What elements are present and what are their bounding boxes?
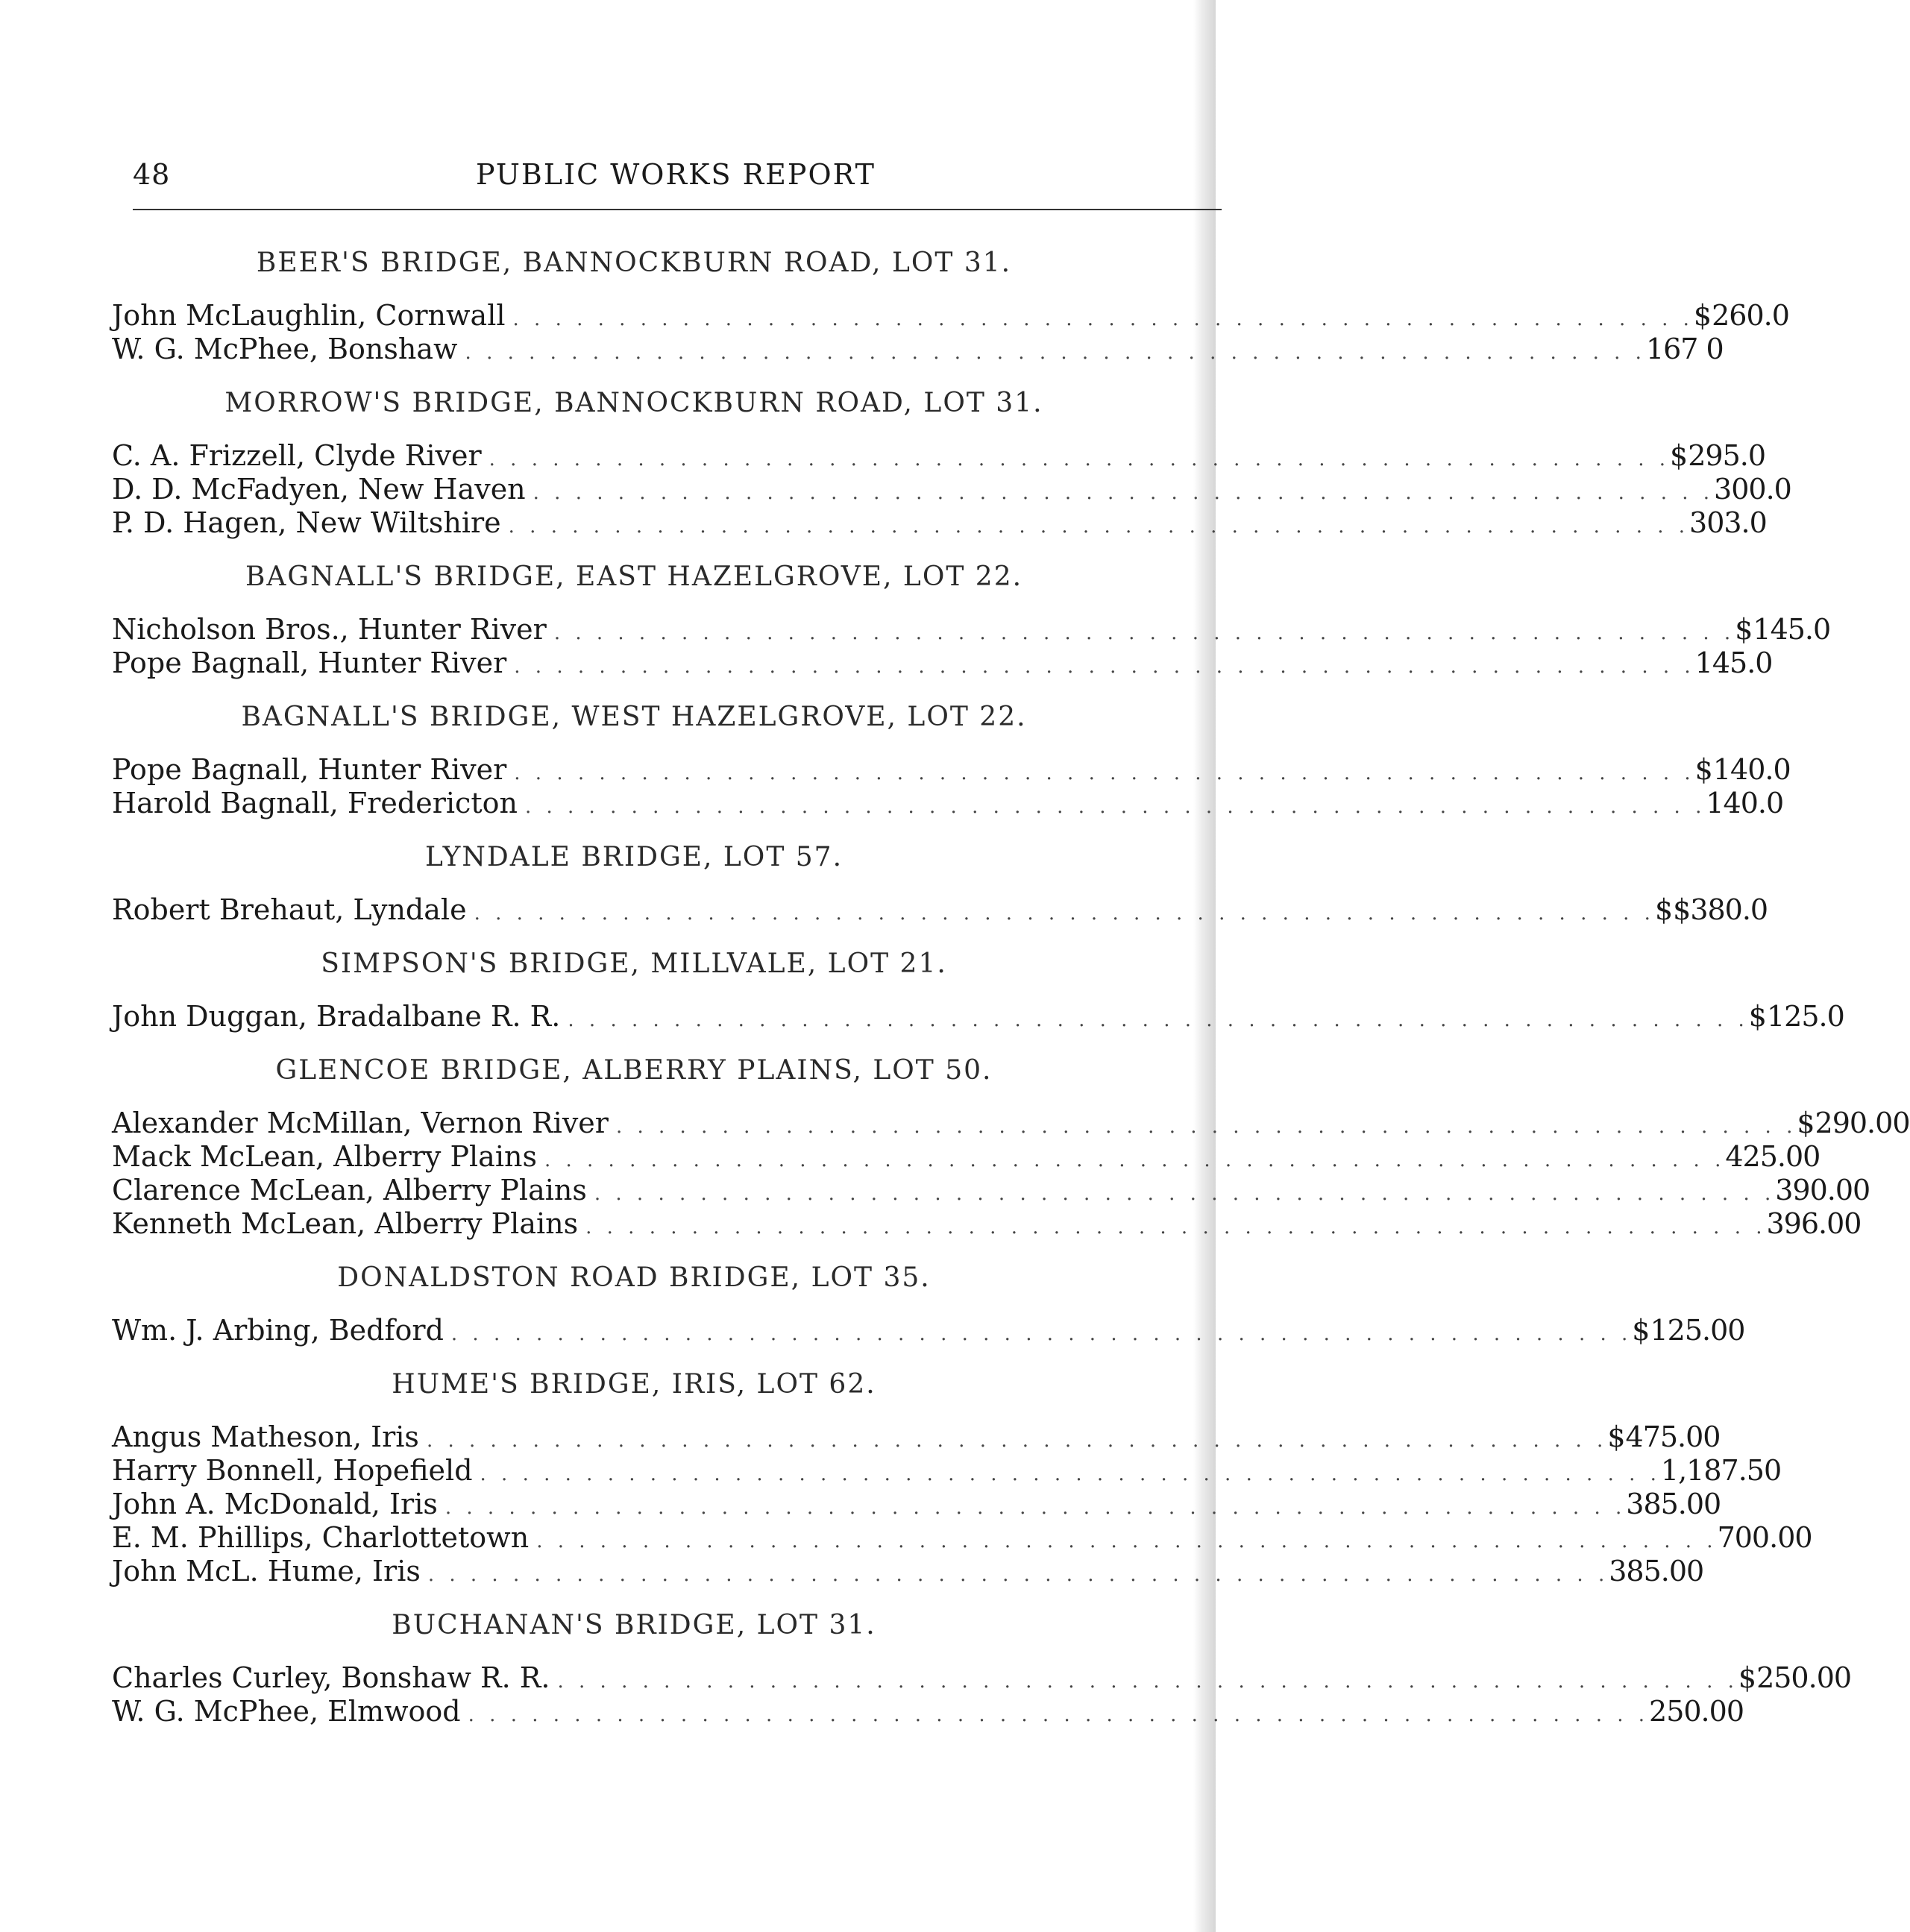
bridge-section	[112, 1364, 1812, 1588]
currency-symbol: $	[1693, 299, 1712, 332]
dot-leader: . . . . . . . . . . . . . . . . . . . . . . . . . . . . . . . . . . . . . . . . . . . . . . . . . . . . . . . .	[444, 1497, 1627, 1519]
amount: 290.00	[1815, 1107, 1910, 1139]
amount: 396.00	[1766, 1207, 1862, 1240]
contractor-entry	[112, 1107, 1910, 1140]
section-title: SIMPSON'S BRIDGE, MILLVALE, LOT 21.	[321, 948, 947, 979]
bridge-section	[112, 242, 1789, 366]
bridge-section	[112, 1257, 1745, 1347]
contractor-name: Wm. J. Arbing, Bedford	[112, 1314, 444, 1347]
amount: 125.00	[1650, 1314, 1745, 1347]
dot-leader: . . . . . . . . . . . . . . . . . . . . . . . . . . . . . . . . . . . . . . . . . . . . . . . . . . . . . . . .	[474, 902, 1655, 925]
page-number: 48	[133, 158, 171, 191]
section-title: BUCHANAN'S BRIDGE, LOT 31.	[392, 1610, 876, 1640]
dot-leader: . . . . . . . . . . . . . . . . . . . . . . . . . . . . . . . . . . . . . . . . . . . . . . . . . . . . . . . .	[508, 515, 1690, 538]
amount: 475.00	[1625, 1420, 1721, 1453]
contractor-name: C. A. Frizzell, Clyde River	[112, 439, 482, 472]
amount: 300.0	[1714, 473, 1791, 506]
contractor-name: Pope Bagnall, Hunter River	[112, 753, 507, 786]
bridge-section	[112, 383, 1791, 540]
amount: 260.0	[1712, 299, 1789, 332]
dot-leader: . . . . . . . . . . . . . . . . . . . . . . . . . . . . . . . . . . . . . . . . . . . . . . . . . . . . . . . .	[465, 342, 1646, 364]
contractor-entry	[112, 613, 1831, 646]
contractor-entry	[112, 1140, 1821, 1174]
contractor-name: Pope Bagnall, Hunter River	[112, 646, 507, 679]
contractor-name: Harry Bonnell, Hopefield	[112, 1454, 473, 1487]
contractor-name: John McL. Hume, Iris	[112, 1555, 421, 1588]
amount: 1,187.50	[1660, 1454, 1782, 1487]
contractor-name: D. D. McFadyen, New Haven	[112, 473, 526, 506]
contractor-entry	[112, 1420, 1721, 1454]
page-header	[133, 158, 1222, 203]
amount: 385.00	[1609, 1555, 1704, 1588]
bridge-section	[112, 696, 1791, 820]
contractor-entry	[112, 1000, 1844, 1033]
bridge-section	[112, 1605, 1852, 1728]
dot-leader: . . . . . . . . . . . . . . . . . . . . . . . . . . . . . . . . . . . . . . . . . . . . . . . . . . . . . . . .	[450, 1323, 1633, 1345]
dot-leader: . . . . . . . . . . . . . . . . . . . . . . . . . . . . . . . . . . . . . . . . . . . . . . . . . . . . . . . .	[514, 762, 1695, 784]
dot-leader: . . . . . . . . . . . . . . . . . . . . . . . . . . . . . . . . . . . . . . . . . . . . . . . . . . . . . . . .	[489, 448, 1671, 471]
currency-symbol: $	[1654, 893, 1674, 926]
amount: 385.00	[1626, 1488, 1721, 1520]
amount: 250.00	[1756, 1661, 1852, 1694]
contractor-entry	[112, 1314, 1745, 1347]
dot-leader: . . . . . . . . . . . . . . . . . . . . . . . . . . . . . . . . . . . . . . . . . . . . . . . . . . . . . . . .	[524, 796, 1706, 818]
dot-leader: . . . . . . . . . . . . . . . . . . . . . . . . . . . . . . . . . . . . . . . . . . . . . . . . . . . . . . . .	[426, 1429, 1608, 1452]
contractor-name: Kenneth McLean, Alberry Plains	[112, 1207, 579, 1240]
contractor-entry	[112, 1695, 1744, 1728]
contractor-name: Alexander McMillan, Vernon River	[112, 1107, 609, 1139]
dot-leader: . . . . . . . . . . . . . . . . . . . . . . . . . . . . . . . . . . . . . . . . . . . . . . . . . . . . . . . .	[568, 1009, 1749, 1031]
amount: 250.00	[1649, 1695, 1744, 1728]
currency-symbol: $	[1670, 439, 1688, 472]
dot-leader: . . . . . . . . . . . . . . . . . . . . . . . . . . . . . . . . . . . . . . . . . . . . . . . . . . . . . . . .	[512, 308, 1694, 330]
amount: 140.0	[1712, 753, 1791, 786]
running-title: PUBLIC WORKS REPORT	[476, 158, 876, 191]
amount: 390.00	[1775, 1174, 1870, 1206]
contractor-name: W. G. McPhee, Bonshaw	[112, 333, 458, 365]
amount: 295.0	[1688, 439, 1766, 472]
contractor-name: Robert Brehaut, Lyndale	[112, 893, 467, 926]
contractor-name: W. G. McPhee, Elmwood	[112, 1695, 461, 1728]
section-title: HUME'S BRIDGE, IRIS, LOT 62.	[392, 1369, 876, 1400]
bridge-contracts-list	[112, 242, 1910, 1745]
dot-leader: . . . . . . . . . . . . . . . . . . . . . . . . . . . . . . . . . . . . . . . . . . . . . . . . . . . . . . . .	[480, 1463, 1661, 1485]
contractor-name: John McLaughlin, Cornwall	[112, 299, 506, 332]
contractor-entry	[112, 473, 1791, 506]
bridge-section	[112, 1050, 1910, 1241]
currency-symbol: $	[1694, 753, 1713, 786]
amount: 303.0	[1689, 506, 1767, 539]
bridge-section	[112, 556, 1831, 680]
dot-leader: . . . . . . . . . . . . . . . . . . . . . . . . . . . . . . . . . . . . . . . . . . . . . . . . . . . . . . . .	[557, 1670, 1738, 1693]
contractor-entry	[112, 1174, 1870, 1207]
contractor-name: John A. McDonald, Iris	[112, 1488, 438, 1520]
contractor-name: Nicholson Bros., Hunter River	[112, 613, 547, 646]
amount: 145.0	[1753, 613, 1831, 646]
contractor-name: Clarence McLean, Alberry Plains	[112, 1174, 587, 1206]
contractor-name: E. M. Phillips, Charlottetown	[112, 1521, 530, 1554]
contractor-entry	[112, 1555, 1704, 1588]
amount: 700.00	[1717, 1521, 1812, 1554]
currency-symbol: $	[1735, 613, 1753, 646]
dot-leader: . . . . . . . . . . . . . . . . . . . . . . . . . . . . . . . . . . . . . . . . . . . . . . . . . . . . . . . .	[536, 1530, 1718, 1552]
contractor-entry	[112, 1207, 1862, 1241]
dot-leader: . . . . . . . . . . . . . . . . . . . . . . . . . . . . . . . . . . . . . . . . . . . . . . . . . . . . . . . .	[468, 1704, 1650, 1726]
contractor-name: John Duggan, Bradalbane R. R.	[112, 1000, 561, 1033]
amount: $380.0	[1673, 893, 1768, 926]
currency-symbol: $	[1632, 1314, 1650, 1347]
section-title: BAGNALL'S BRIDGE, WEST HAZELGROVE, LOT 22.	[241, 702, 1027, 732]
dot-leader: . . . . . . . . . . . . . . . . . . . . . . . . . . . . . . . . . . . . . . . . . . . . . . . . . . . . . . . .	[615, 1116, 1797, 1138]
dot-leader: . . . . . . . . . . . . . . . . . . . . . . . . . . . . . . . . . . . . . . . . . . . . . . . . . . . . . . . .	[514, 655, 1695, 678]
dot-leader: . . . . . . . . . . . . . . . . . . . . . . . . . . . . . . . . . . . . . . . . . . . . . . . . . . . . . . . .	[594, 1183, 1776, 1205]
contractor-entry	[112, 1488, 1721, 1521]
section-title: DONALDSTON ROAD BRIDGE, LOT 35.	[337, 1262, 931, 1293]
amount: 140.0	[1706, 787, 1784, 819]
amount: 145.0	[1694, 646, 1773, 679]
contractor-entry	[112, 1521, 1812, 1555]
contractor-name: Harold Bagnall, Fredericton	[112, 787, 518, 819]
dot-leader: . . . . . . . . . . . . . . . . . . . . . . . . . . . . . . . . . . . . . . . . . . . . . . . . . . . . . . . .	[585, 1216, 1767, 1239]
amount: 125.0	[1766, 1000, 1844, 1033]
currency-symbol: $	[1738, 1661, 1757, 1694]
dot-leader: . . . . . . . . . . . . . . . . . . . . . . . . . . . . . . . . . . . . . . . . . . . . . . . . . . . . . . . .	[533, 482, 1715, 504]
bridge-section	[112, 943, 1844, 1033]
contractor-name: P. D. Hagen, New Wiltshire	[112, 506, 501, 539]
contractor-entry	[112, 299, 1789, 333]
contractor-entry	[112, 753, 1791, 787]
contractor-name: Mack McLean, Alberry Plains	[112, 1140, 537, 1173]
contractor-entry	[112, 1661, 1852, 1695]
contractor-entry	[112, 1454, 1782, 1488]
section-title: BEER'S BRIDGE, BANNOCKBURN ROAD, LOT 31.	[256, 248, 1012, 278]
contractor-entry	[112, 646, 1773, 680]
dot-leader: . . . . . . . . . . . . . . . . . . . . . . . . . . . . . . . . . . . . . . . . . . . . . . . . . . . . . . . .	[553, 622, 1735, 644]
currency-symbol: $	[1797, 1107, 1815, 1139]
contractor-entry	[112, 333, 1724, 366]
contractor-entry	[112, 506, 1767, 540]
section-title: LYNDALE BRIDGE, LOT 57.	[424, 842, 844, 872]
contractor-name: Charles Curley, Bonshaw R. R.	[112, 1661, 550, 1694]
contractor-name: Angus Matheson, Iris	[112, 1420, 419, 1453]
contractor-entry	[112, 893, 1768, 927]
section-title: MORROW'S BRIDGE, BANNOCKBURN ROAD, LOT 31.	[224, 388, 1043, 418]
section-title: BAGNALL'S BRIDGE, EAST HAZELGROVE, LOT 22.	[245, 561, 1023, 592]
contractor-entry	[112, 439, 1766, 473]
contractor-entry	[112, 787, 1784, 820]
dot-leader: . . . . . . . . . . . . . . . . . . . . . . . . . . . . . . . . . . . . . . . . . . . . . . . . . . . . . . . .	[427, 1564, 1609, 1586]
section-title: GLENCOE BRIDGE, ALBERRY PLAINS, LOT 50.	[275, 1055, 993, 1086]
header-rule	[133, 209, 1222, 210]
currency-symbol: $	[1748, 1000, 1767, 1033]
bridge-section	[112, 837, 1768, 927]
amount: 167 0	[1645, 333, 1724, 365]
dot-leader: . . . . . . . . . . . . . . . . . . . . . . . . . . . . . . . . . . . . . . . . . . . . . . . . . . . . . . . .	[544, 1149, 1726, 1171]
currency-symbol: $	[1607, 1420, 1626, 1453]
amount: 425.00	[1725, 1140, 1821, 1173]
